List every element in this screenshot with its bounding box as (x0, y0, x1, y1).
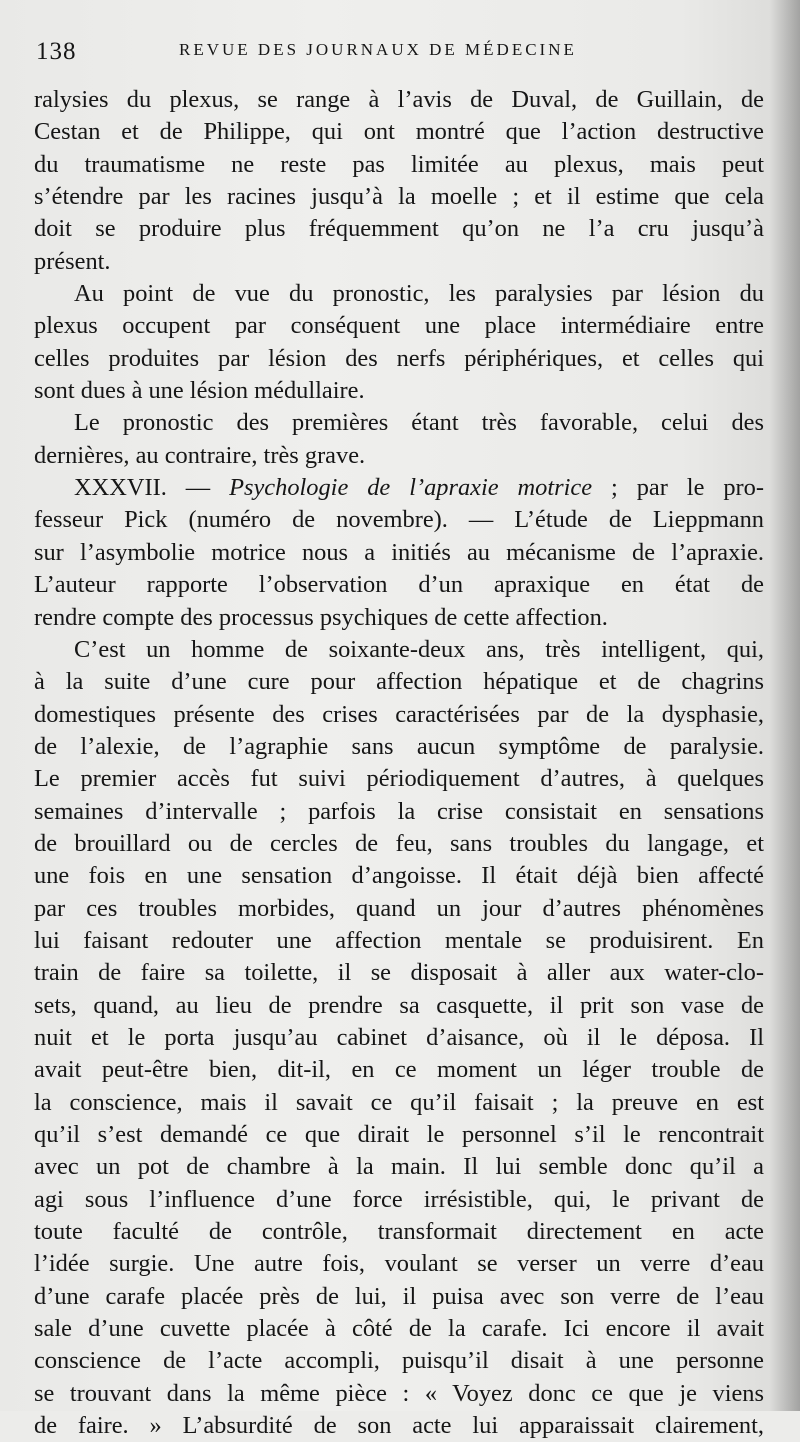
text-line: doit se produire plus fréquemment qu’on ne l’a cru jusqu’à (34, 215, 764, 243)
text-line: celles produites par lésion des nerfs périphériques, et celles qui (34, 344, 764, 372)
text-line: par ces troubles morbides, quand un jour d’autres phénomènes (34, 894, 764, 922)
page-edge-shadow (770, 0, 800, 1411)
text-line: nuit et le porta jusqu’au cabinet d’aisance, où il le déposa. Il (34, 1023, 764, 1051)
text-line: Le premier accès fut suivi périodiquement d’autres, à quelques (34, 765, 764, 793)
text-line: une fois en une sensation d’angoisse. Il était déjà bien affecté (34, 862, 764, 890)
text-line: de l’alexie, de l’agraphie sans aucun symptôme de paralysie. (34, 732, 764, 760)
text-line: dernières, au contraire, très grave. (34, 441, 366, 469)
text-line: lui faisant redouter une affection mentale se produisirent. En (34, 926, 764, 954)
text-line: sur l’asymbolie motrice nous a initiés au mécanisme de l’apraxie. (34, 538, 764, 566)
text-line: fesseur Pick (numéro de novembre). — L’étude de Lieppmann (34, 506, 764, 534)
article-byline: ; par le pro- (592, 474, 764, 502)
text-line: ralysies du plexus, se range à l’avis de Duval, de Guillain, de (34, 86, 764, 113)
text-line: du traumatisme ne reste pas limitée au plexus, mais peut (34, 150, 764, 178)
text-line: train de faire sa toilette, il se disposait à aller aux water-clo- (34, 959, 764, 987)
running-head: REVUE DES JOURNAUX DE MÉDECINE (179, 40, 577, 59)
text-line: avait peut-être bien, dit-il, en ce moment un léger trouble de (34, 1056, 764, 1084)
text-line: rendre compte des processus psychiques de cette affection. (34, 603, 608, 631)
text-line: à la suite d’une cure pour affection hépatique et de chagrins (34, 668, 764, 696)
page-header (34, 34, 764, 70)
text-line: qu’il s’est demandé ce que dirait le personnel s’il le rencontrait (34, 1121, 764, 1148)
text-line (34, 472, 764, 504)
text-line: se trouvant dans la même pièce : « Voyez donc ce que je viens (34, 1379, 764, 1407)
text-line: d’une carafe placée près de lui, il puisa avec son verre de l’eau (34, 1282, 764, 1310)
text-line: sale d’une cuvette placée à côté de la carafe. Ici encore il avait (34, 1315, 764, 1343)
text-line: domestiques présente des crises caractérisées par de la dysphasie, (34, 700, 764, 728)
text-line: plexus occupent par conséquent une place intermédiaire entre (34, 312, 764, 340)
text-line: toute faculté de contrôle, transformait directement en acte (34, 1218, 764, 1246)
text-line: Au point de vue du pronostic, les paralysies par lésion du (74, 280, 764, 308)
body-text (34, 84, 764, 1442)
text-line: de brouillard ou de cercles de feu, sans troubles du langage, et (34, 829, 764, 857)
text-line: la conscience, mais il savait ce qu’il faisait ; la preuve en est (34, 1088, 764, 1116)
article-title: Psychologie de l’apraxie motrice (229, 474, 593, 502)
text-line: sets, quand, au lieu de prendre sa casquette, il prit son vase de (34, 991, 764, 1019)
text-line: Cestan et de Philippe, qui ont montré que l’action destructive (34, 118, 764, 146)
text-line: de faire. » L’absurdité de son acte lui apparaissait clairement, (34, 1412, 764, 1440)
text-line: avec un pot de chambre à la main. Il lui semble donc qu’il a (34, 1153, 764, 1181)
text-line: agi sous l’influence d’une force irrésistible, qui, le privant de (34, 1185, 764, 1213)
text-line: semaines d’intervalle ; parfois la crise consistait en sensations (34, 797, 764, 825)
article-number: XXXVII. — (74, 474, 230, 502)
text-line: L’auteur rapporte l’observation d’un apraxique en état de (34, 571, 764, 599)
text-line: l’idée surgie. Une autre fois, voulant se verser un verre d’eau (34, 1250, 764, 1278)
text-line: sont dues à une lésion médullaire. (34, 377, 365, 405)
page-number: 138 (36, 38, 77, 65)
text-line: s’étendre par les racines jusqu’à la moelle ; et il estime que cela (34, 183, 764, 211)
text-line: Le pronostic des premières étant très favorable, celui des (74, 409, 764, 437)
text-line: conscience de l’acte accompli, puisqu’il disait à une personne (34, 1347, 764, 1375)
text-line: présent. (34, 247, 111, 275)
text-line: C’est un homme de soixante-deux ans, très intelligent, qui, (74, 635, 764, 663)
